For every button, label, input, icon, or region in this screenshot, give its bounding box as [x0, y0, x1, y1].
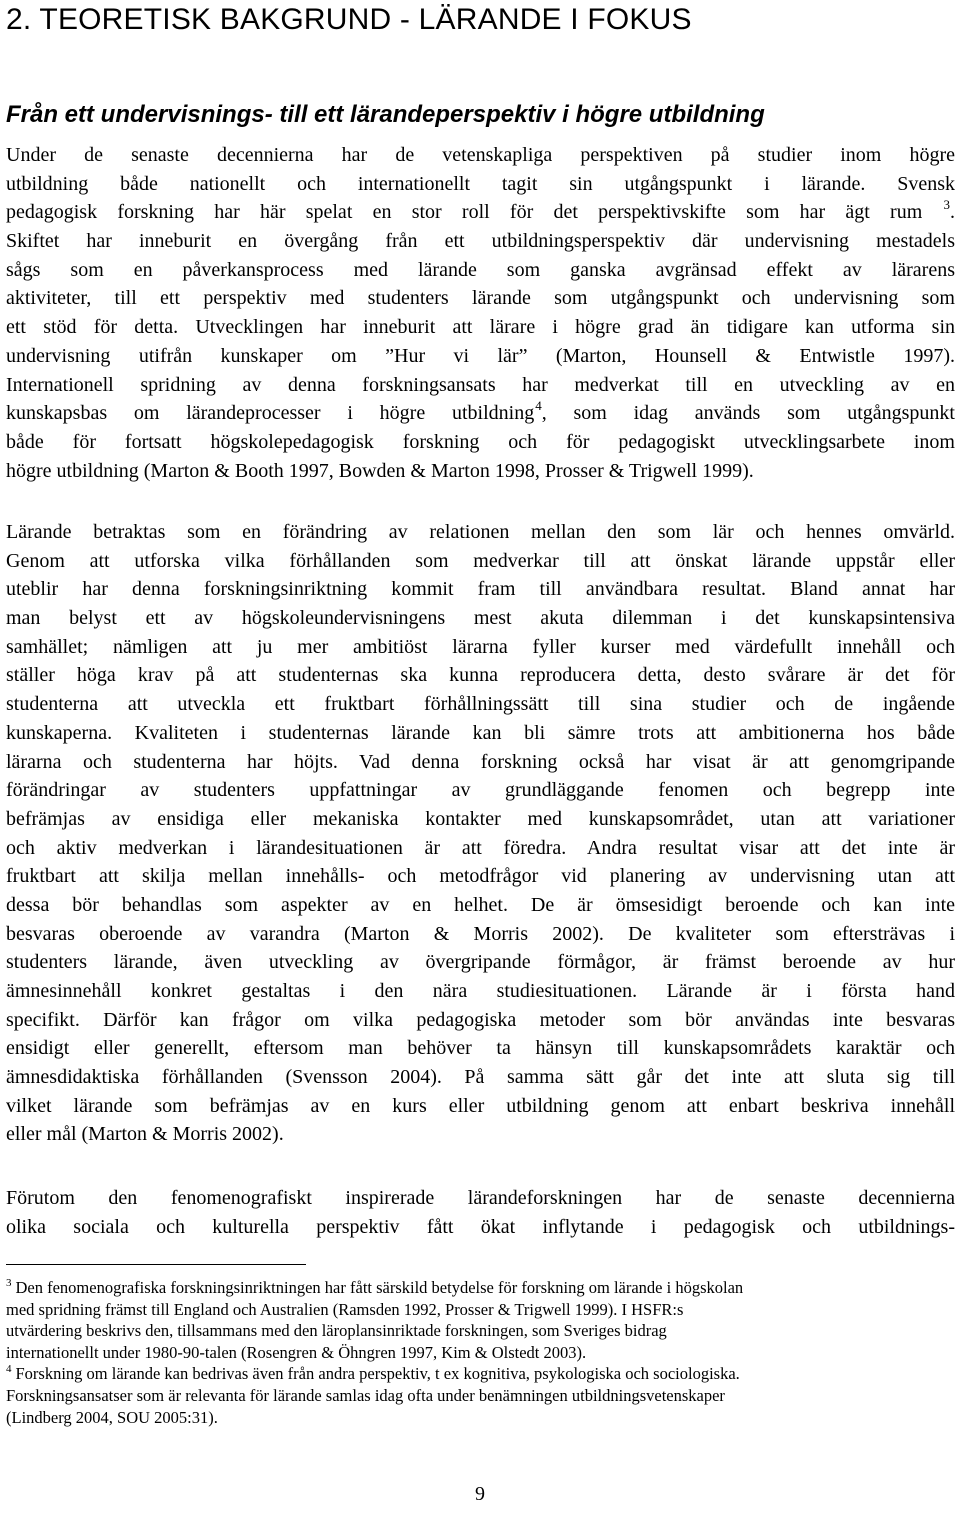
footnote-4-line: (Lindberg 2004, SOU 2005:31).	[6, 1407, 218, 1427]
paragraph-line: Skiftet har inneburit en övergång från ett utbildningsperspektiv där undervisning mestadels	[6, 230, 955, 253]
footnote-separator	[6, 1264, 306, 1265]
page-number: 9	[475, 1483, 485, 1505]
footnote-3-line: internationellt under 1980-90-talen (Rosengren & Öhngren 1997, Kim & Olstedt 2003).	[6, 1342, 587, 1362]
paragraph-1	[6, 141, 955, 485]
paragraph-line	[6, 399, 955, 428]
paragraph-line: förändringar av studenters uppfattningar av grundläggande fenomen och begrepp inte	[6, 779, 955, 802]
footnote-ref-suffix: .	[950, 201, 955, 224]
footnote-3-line	[6, 1277, 955, 1299]
paragraph-line: besvaras oberoende av varandra (Marton & Morris 2002). De kvaliteter som eftersträvas i	[6, 922, 955, 945]
footnote-marker: 4	[6, 1363, 12, 1376]
paragraph-line: studenters lärande, även utveckling av övergripande förmågor, är främst beroende av hur	[6, 951, 955, 974]
paragraph-line: Internationell spridning av denna forskningsansats har medverkat till en utveckling av en	[6, 373, 955, 396]
paragraph-line: ensidigt eller generellt, eftersom man behöver ta hänsyn till kunskapsområdets karaktär och	[6, 1037, 955, 1060]
paragraph-line: kunskaperna. Kvaliteten i studenternas lärande kan bli sämre trots att ambitionerna hos både	[6, 721, 955, 744]
footnote-ref-3: 3	[943, 198, 951, 213]
footnotes	[6, 1277, 955, 1428]
paragraph-line: olika sociala och kulturella perspektiv fått ökat inflytande i pedagogisk och utbildnings-	[6, 1215, 955, 1238]
paragraph-line: utbildning både nationellt och internationellt tagit sin utgångspunkt i lärande. Svensk	[6, 172, 955, 195]
paragraph-line-text: pedagogisk forskning har här spelat en stor roll för det perspektivskifte som har ägt rum	[6, 201, 923, 224]
paragraph-line: aktiviteter, till ett perspektiv med studenters lärande som utgångspunkt och undervisning som	[6, 287, 955, 310]
paragraph-line: eller mål (Marton & Morris 2002).	[6, 1123, 284, 1146]
paragraph-line: Under de senaste decennierna har de vetenskapliga perspektiven på studier inom högre	[6, 144, 955, 166]
paragraph-line: specifikt. Därför kan frågor om vilka pedagogiska metoder som bör användas inte besvaras	[6, 1008, 955, 1031]
paragraph-line: man belyst ett av högskoleundervisningens mest akuta dilemman i det kunskapsintensiva	[6, 607, 955, 630]
paragraph-line	[6, 198, 955, 227]
paragraph-line: studenterna att utveckla ett fruktbart förhållningssätt till sina studier och de ingående	[6, 693, 955, 716]
paragraph-line: Lärande betraktas som en förändring av relationen mellan den som lär och hennes omvärld.	[6, 521, 955, 543]
paragraph-line: ställer höga krav på att studenternas ska kunna reproducera detta, desto svårare är det för	[6, 664, 955, 687]
footnote-ref-4: 4	[535, 399, 542, 414]
paragraph-line: lärarna och studenterna har höjts. Vad denna forskning också har visat är att genomgripande	[6, 750, 955, 773]
footnote-ref-suffix: , som idag används som utgångspunkt	[541, 402, 955, 425]
paragraph-line: ett stöd för detta. Utvecklingen har inneburit att lärare i högre grad än tidigare kan utforma sin	[6, 316, 955, 339]
paragraph-line: högre utbildning (Marton & Booth 1997, Bowden & Marton 1998, Prosser & Trigwell 1999).	[6, 459, 754, 482]
paragraph-line-text: kunskapsbas om lärandeprocesser i högre utbildning	[6, 402, 535, 425]
paragraph-line: fruktbart att skilja mellan innehålls- och metodfrågor vid planering av undervisning utan att	[6, 865, 955, 888]
paragraph-3	[6, 1184, 955, 1241]
paragraph-line: och aktiv medverkan i lärandesituationen är att föredra. Andra resultat visar att det inte är	[6, 836, 955, 859]
paragraph-line: både för fortsatt högskolepedagogisk forskning och för pedagogiskt utvecklingsarbete inom	[6, 430, 955, 453]
footnote-text: Den fenomenografiska forskningsinriktningen har fått särskild betydelse för forskning om lärande i högskolan	[15, 1278, 744, 1297]
footnote-4-line	[6, 1363, 955, 1385]
footnote-3-line: utvärdering beskrivs den, tillsammans med den läroplansinriktade forskningen, som Sveriges bidrag	[6, 1321, 667, 1341]
chapter-heading: 2. TEORETISK BAKGRUND - LÄRANDE I FOKUS	[6, 3, 692, 36]
paragraph-line: undervisning utifrån kunskaper om ”Hur vi lär” (Marton, Hounsell & Entwistle 1997).	[6, 344, 955, 367]
paragraph-line: samhället; nämligen att ju mer ambitiöst lärarna fyller kurser med värdefullt innehåll och	[6, 635, 955, 658]
paragraph-line: dessa bör behandlas som aspekter av en helhet. De är ömsesidigt beroende och kan inte	[6, 893, 955, 916]
paragraph-line: Genom att utforska vilka förhållanden som medverkar till att önskat lärande uppstår eller	[6, 549, 955, 572]
paragraph-line: ämnesdidaktiska förhållanden (Svensson 2004). På samma sätt går det inte att sluta sig till	[6, 1066, 955, 1089]
paragraph-line: uteblir har denna forskningsinriktning kommit fram till användbara resultat. Bland annat har	[6, 578, 955, 601]
section-heading: Från ett undervisnings- till ett lärandeperspektiv i högre utbildning	[6, 101, 765, 128]
paragraph-line: ämnesinnehåll konkret gestaltas i den nära studiesituationen. Lärande är i första hand	[6, 980, 955, 1002]
footnote-text: Forskning om lärande kan bedrivas även från andra perspektiv, t ex kognitiva, psykologiska och sociologiska.	[15, 1364, 740, 1384]
footnote-3-line: med spridning främst till England och Australien (Ramsden 1992, Prosser & Trigwell 1999). I HSFR:s	[6, 1299, 684, 1319]
paragraph-line: befrämjas av ensidiga eller mekaniska kontakter med kunskapsområdet, utan att variationer	[6, 807, 955, 830]
paragraph-line: sågs som en påverkansprocess med lärande som ganska avgränsad effekt av lärarens	[6, 258, 955, 281]
paragraph-line: vilket lärande som befrämjas av en kurs eller utbildning genom att enbart beskriva innehåll	[6, 1094, 955, 1117]
footnote-4-line: Forskningsansatser som är relevanta för lärande samlas idag ofta under benämningen utbildningsvetenskaper	[6, 1385, 725, 1405]
paragraph-line: Förutom den fenomenografiskt inspirerade lärandeforskningen har de senaste decennierna	[6, 1187, 955, 1209]
footnote-marker: 3	[6, 1277, 12, 1289]
paragraph-2	[6, 518, 955, 1149]
